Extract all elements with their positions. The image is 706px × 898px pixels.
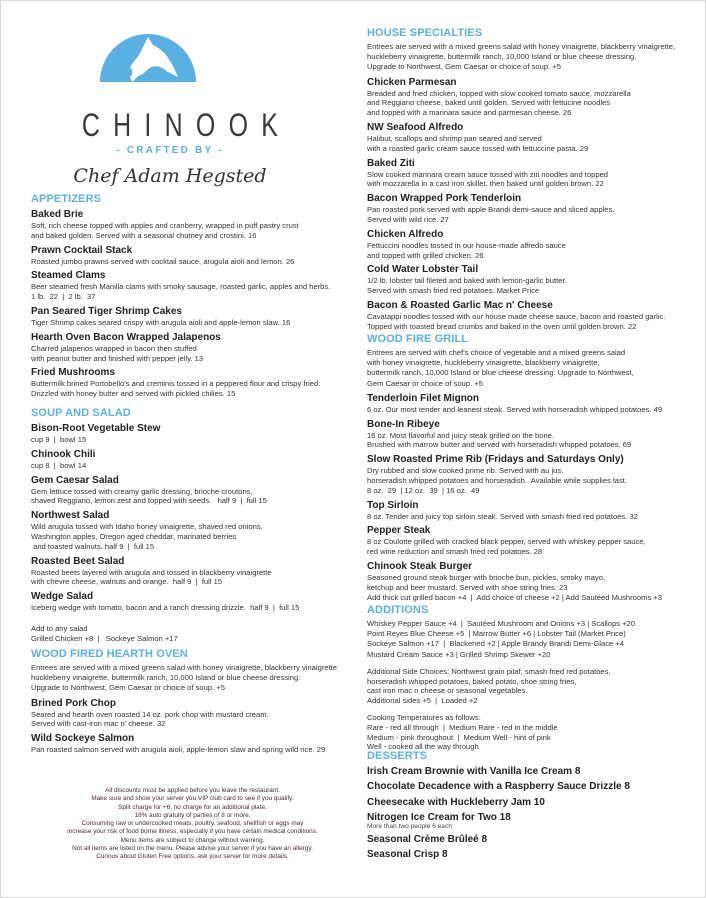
footer-line: Split charge for +6, no charge for an additional plate. [118, 803, 267, 811]
menu-item-name: Fried Mushrooms [31, 367, 115, 379]
intro-line: Whiskey Pepper Sauce +4 | Sautéed Mushroom and Onions +3 | Scallops +20 [367, 619, 635, 628]
menu-item [31, 698, 361, 730]
menu-item [367, 454, 702, 495]
note-line: Add to any salad [31, 623, 88, 633]
section-house-specialties [367, 27, 702, 332]
menu-item-description: horseradish whipped potatoes and horseradish. Available while supplies last. [367, 476, 627, 485]
menu-item-description: 1 lb. 22 | 2 lb. 37 [31, 292, 96, 302]
menu-item-name: Bison-Root Vegetable Stew [31, 423, 161, 434]
note-line: Rare - red all through | Medium Rare - red in the middle [367, 722, 558, 732]
menu-item-name: Pepper Steak [367, 525, 431, 537]
menu-item [367, 300, 702, 332]
menu-item [31, 245, 361, 267]
note-line: Additional sides +5 | Loaded +2 [367, 696, 478, 706]
footer-line: 18% auto gratuity of parties of 8 or more. [134, 811, 251, 819]
menu-item-description: with chevre cheese, walnuts and orange. half 9 | full 15 [31, 577, 223, 587]
menu-item-name: Bone-In Ribeye [367, 418, 440, 430]
menu-item-name: Baked Brie [31, 209, 84, 220]
section-heading: HOUSE SPECIALTIES [367, 27, 483, 39]
section-note [367, 713, 702, 752]
intro-line: Entrees are served with a mixed greens salad with honey vinaigrette, blackberry vinaigrette, [367, 42, 676, 51]
menu-item-name: Northwest Salad [31, 510, 110, 522]
menu-item-description: Gem lettuce tossed with creamy garlic dressing, brioche croutons, [31, 486, 253, 496]
menu-item-description: Brushed with marrow butter and served with horseradish whipped potatoes. 69 [367, 440, 632, 450]
menu-item-name: Brined Pork Chop [31, 697, 117, 709]
menu-item-description: Seared and hearth oven roasted 14 oz. pork chop with mustard cream. [31, 709, 269, 719]
menu-item [31, 591, 361, 613]
menu-item-description: Breaded and fried chicken, topped with slow cooked tomato sauce, mozzarella [367, 88, 631, 98]
menu-item-description: Served with cast-iron mac n' cheese. 32 [31, 719, 166, 729]
menu-item-description: Dry rubbed and slow cooked prime rib. Served with au jus, [367, 466, 564, 476]
menu-item-description: with peanut butter and finished with pepper jelly. 13 [31, 353, 204, 363]
menu-item-description: Topped with toasted bread crumbs and baked in the oven until golden brown. 22 [367, 321, 637, 331]
dessert-item: Cheesecake with Huckleberry Jam 10 [367, 796, 545, 808]
menu-item [31, 270, 361, 302]
menu-item-description: Fettuccini noodles tossed in our house-made alfredo sauce [367, 240, 566, 250]
menu-item-description: with mozzarella in a cast iron skillet, then baked until golden brown. 22 [367, 179, 604, 189]
section-heading: ADDITIONS [367, 604, 429, 616]
menu-item-name: Slow Roasted Prime Rib (Fridays and Saturdays Only) [367, 454, 624, 466]
menu-item [367, 264, 702, 296]
menu-item [367, 393, 702, 415]
menu-item-description: and baked golden. Served with a seasonal chutney and crostini. 16 [31, 230, 257, 240]
menu-item-description: with a roasted garlic cream sauce tossed with fettuccine pasta. 29 [367, 143, 589, 153]
footer-line: Consuming raw or undercooked meats, poultry, seafood, shellfish or eggs may [81, 820, 304, 828]
section-heading: SOUP AND SALAD [31, 407, 131, 419]
note-line: Cooking Temperatures as follows: [367, 713, 481, 722]
menu-item-description: Served with wild rice. 27 [367, 214, 449, 224]
menu-item-description: Roasted beets layered with arugula and tossed in blackberry vinaigrette [31, 567, 272, 577]
menu-item [31, 510, 361, 551]
menu-item-description: ketchup and beer mustard. Served with shoe string fries. 23 [367, 582, 568, 592]
menu-item [31, 449, 361, 471]
chinook-logo [40, 25, 300, 185]
intro-line: buttermilk ranch, 10,000 Island or blue cheese dressing. Upgrade to Northwest, [367, 368, 634, 378]
section-note [367, 667, 702, 706]
menu-item-name: Cold Water Lobster Tail [367, 264, 479, 276]
menu-item-description: red wine reduction and smash fried red potatoes. 28 [367, 547, 543, 557]
section-heading: DESSERTS [367, 750, 428, 762]
section-intro [31, 663, 361, 694]
menu-item [367, 122, 702, 154]
section-desserts [367, 750, 630, 861]
menu-item [367, 229, 702, 261]
section-intro [367, 42, 702, 73]
intro-line: Mustard Cream Sauce +3 | Grilled Shrimp Skewer +20 [367, 649, 551, 659]
menu-item-description: Wild arugula tossed with Idaho honey vinaigrette, shaved red onions, [31, 522, 263, 532]
menu-item-name: Chinook Chili [31, 448, 96, 460]
menu-item-description: Cavatappi noodles tossed with our house made cheese sauce, bacon and roasted garlic. [367, 311, 666, 321]
menu-item [31, 475, 361, 507]
menu-item [367, 525, 702, 557]
section-intro [367, 348, 702, 389]
menu-item-name: Hearth Oven Bacon Wrapped Jalapenos [31, 331, 221, 343]
intro-line: with honey vinaigrette, huckleberry vinaigrette, blackberry vinaigrette, [367, 358, 600, 368]
menu-item-description: Add thick cut grilled bacon +4 | Add choice of cheese +2 | Add Sautéed Mushrooms +3 [367, 592, 663, 602]
menu-item-name: Steamed Clams [31, 270, 106, 282]
section-wood-fire-grill [367, 333, 702, 602]
section-wood-fired-hearth-oven [31, 648, 361, 755]
note-line: Grilled Chicken +8 | Sockeye Salmon +17 [31, 633, 178, 643]
menu-item [367, 158, 702, 190]
menu-item [31, 423, 361, 445]
menu-item-description: Seasoned ground steak burger with brioche bun, pickles, smoky mayo, [367, 572, 606, 582]
dessert-item: Chocolate Decadence with a Raspberry Sauce Drizzle 8 [367, 781, 630, 792]
section-heading: WOOD FIRE GRILL [367, 333, 469, 345]
chef-signature: Chef Adam Hegsted [73, 165, 267, 187]
menu-item-name: Chinook Steak Burger [367, 560, 473, 572]
dessert-item: Nitrogen Ice Cream for Two 18 [367, 812, 511, 823]
menu-item-description: 6 oz. Our most tender and leanest steak. Served with horseradish whipped potatoes. 49 [367, 404, 663, 414]
menu-item-description: Pan roasted pork served with apple Brandi demi-sauce and sliced apples. [367, 205, 615, 215]
footer-line: All discounts must be applied before you leave the restaurant. [105, 787, 280, 794]
menu-item-description: cup 8 | bowl 14 [31, 460, 87, 470]
dessert-note: More than two people 6 each [367, 823, 453, 830]
footer-line: Menu items are subject to change without warning. [120, 836, 265, 844]
menu-item-name: Bacon Wrapped Pork Tenderloin [367, 193, 522, 205]
footer-line: Make sure and show your server you VIP club card to see if you qualify. [91, 795, 294, 803]
footer-line: Not all items are listed on the menu. Please advise your server if you have an allergy. [72, 845, 313, 853]
menu-item-name: Baked Ziti [367, 157, 415, 169]
menu-item-name: Gem Caesar Salad [31, 474, 119, 486]
menu-item-description: Buttermilk brined Portobello's and creminis tossed in a peppered flour and crispy fried. [31, 379, 321, 389]
note-line: Medium - pink throughout | Medium Well - hint of pink [367, 732, 551, 742]
menu-item [31, 733, 361, 755]
menu-item-description: and topped with a marinara sauce and parmesan cheese. 26 [367, 108, 572, 118]
brand-name: CHINOOK [81, 107, 292, 143]
menu-item [367, 561, 702, 602]
intro-line: Gem Caesar or choice of soup. +5 [367, 378, 483, 388]
intro-line: huckleberry vinaigrette, buttermilk ranch, 10,000 Island or blue cheese dressing. [367, 52, 637, 62]
menu-item [31, 209, 361, 241]
note-line: Additional Side Choices: Northwest grain pilaf, smash fried red potatoes, [367, 666, 611, 676]
menu-item-name: Roasted Beet Salad [31, 555, 125, 567]
menu-item-description: Charred jalapenos wrapped in bacon then stuffed [31, 343, 197, 353]
section-intro [367, 619, 702, 660]
menu-item [367, 193, 702, 225]
footer-line: Curious about Gluten Free options, ask your server for more details. [96, 853, 289, 861]
menu-item-description: cup 9 | bowl 15 [31, 435, 87, 444]
menu-item-description: shaved Reggiano, lemon zest and topped with seeds. half 9 | full 15 [31, 496, 267, 506]
menu-item-description: Pan roasted salmon served with arugula aioli, apple-lemon slaw and spring wild rice. 29 [31, 745, 326, 755]
menu-item-name: Prawn Cocktail Stack [31, 244, 133, 256]
menu-item-description: 8 oz Coulotte grilled with cracked black pepper, served with whiskey pepper sauce, [367, 537, 646, 547]
menu-item [31, 556, 361, 588]
section-appetizers [31, 193, 361, 399]
dessert-item: Seasonal Crisp 8 [367, 849, 448, 860]
note-line: horseradish whipped potatoes, baked potato, shoe string fries, [367, 676, 577, 686]
section-soup-and-salad [31, 407, 361, 644]
menu-item-name: Top Sirloin [367, 499, 419, 511]
menu-item-name: Tenderloin Filet Mignon [367, 392, 480, 404]
menu-item-name: Chicken Parmesan [367, 76, 457, 88]
intro-line: huckleberry vinaigrette, buttermilk ranch, 10,000 Island or blue cheese dressing. [31, 673, 301, 683]
menu-item [31, 332, 361, 364]
menu-item-description: 8 oz. 29 | 12 oz. 39 | 16 oz. 49 [367, 485, 480, 495]
intro-line: Upgrade to Northwest, Gem Caesar or choice of soup. +5 [367, 62, 561, 72]
footer-line: increase your risk of food borne illness, especially if you have certain medical conditions. [67, 828, 318, 836]
intro-line: Sockeye Salmon +17 | Blackened +2 | Apple Brandy Brandi Demi-Glace +4 [367, 639, 625, 649]
menu-item [367, 419, 702, 451]
intro-line: Upgrade to Northwest, Gem Caesar or choice of soup. +5 [31, 683, 225, 693]
section-additions [367, 604, 702, 752]
footer-notes [55, 787, 330, 862]
salmon-emblem-icon [40, 25, 300, 85]
menu-item-description: Slow cooked marinara cream sauce tossed with ziti noodles and topped [367, 169, 609, 179]
menu-item-name: Bacon & Roasted Garlic Mac n' Cheese [367, 299, 553, 311]
menu-item-description: Beer steamed fresh Manilla clams with smoky sausage, roasted garlic, apples and herbs. [31, 282, 331, 292]
menu-item [367, 77, 702, 118]
menu-item-description: Tiger Shrimp cakes seared crispy with arugula aioli and apple-lemon slaw. 16 [31, 317, 291, 327]
menu-item-description: 1/2 lb. lobster tail fileted and baked with lemon-garlic butter. [367, 276, 567, 286]
menu-item-description: 16 oz. Most flavorful and juicy steak grilled on the bone. [367, 430, 554, 440]
menu-item-name: Wild Sockeye Salmon [31, 733, 135, 745]
menu-item-description: Soft, rich cheese topped with apples and cranberry, wrapped in puff pastry crust [31, 221, 299, 230]
menu-item [31, 367, 361, 399]
menu-item-description: Halibut, scallops and shrimp pan seared and served [367, 134, 542, 143]
menu-item [31, 306, 361, 328]
menu-item [367, 500, 702, 522]
salad-addon-note [31, 624, 361, 644]
dessert-item: Seasonal Crème Brûleé 8 [367, 833, 488, 845]
menu-item-description: and topped with grilled chicken. 26 [367, 250, 484, 260]
intro-line: Entrees are served with a mixed greens salad with honey vinaigrette, blackberry vinaigrette [31, 663, 338, 672]
intro-line: Entrees are served with chef's choice of vegetable and a mixed greens salad [367, 348, 626, 357]
section-heading: WOOD FIRED HEARTH OVEN [31, 648, 188, 660]
menu-item-name: Wedge Salad [31, 591, 94, 603]
intro-line: Point Reyes Blue Cheese +5 | Marrow Butter +6 | Lobster Tail (Market Price) [367, 629, 626, 639]
menu-item-name: Chicken Alfredo [367, 228, 444, 240]
menu-item-description: Washington apples, Oregon aged cheddar, marinated berries [31, 531, 237, 541]
section-heading: APPETIZERS [31, 193, 102, 205]
crafted-by-label: - CRAFTED BY - [116, 145, 224, 156]
dessert-item: Irish Cream Brownie with Vanilla Ice Cream 8 [367, 765, 581, 777]
menu-item-description: Iceberg wedge with tomato, bacon and a ranch dressing drizzle. half 9 | full 15 [31, 603, 300, 613]
menu-item-description: Roasted jumbo prawns served with cocktail sauce, arugula aioli and lemon. 26 [31, 256, 295, 266]
menu-item-description: 8 oz. Tender and juicy top sirloin steak. Served with smash fried red potatoes. 32 [367, 511, 638, 521]
menu-item-name: NW Seafood Alfredo [367, 122, 464, 133]
note-line: cast iron mac n cheese or seasonal vegetables. [367, 686, 528, 696]
menu-item-name: Pan Seared Tiger Shrimp Cakes [31, 305, 182, 317]
menu-item-description: and toasted walnuts. half 9 | full 15 [31, 541, 155, 551]
menu-item-description: and Reggiano cheese, baked until golden. Served with fettucine noodles [367, 98, 611, 108]
note-line: Well - cooked all the way through [367, 742, 479, 752]
menu-item-description: Served with smash fried red potatoes. Market Price [367, 286, 540, 296]
menu-item-description: Drizzled with honey butter and served with pickled chilies. 15 [31, 389, 236, 399]
